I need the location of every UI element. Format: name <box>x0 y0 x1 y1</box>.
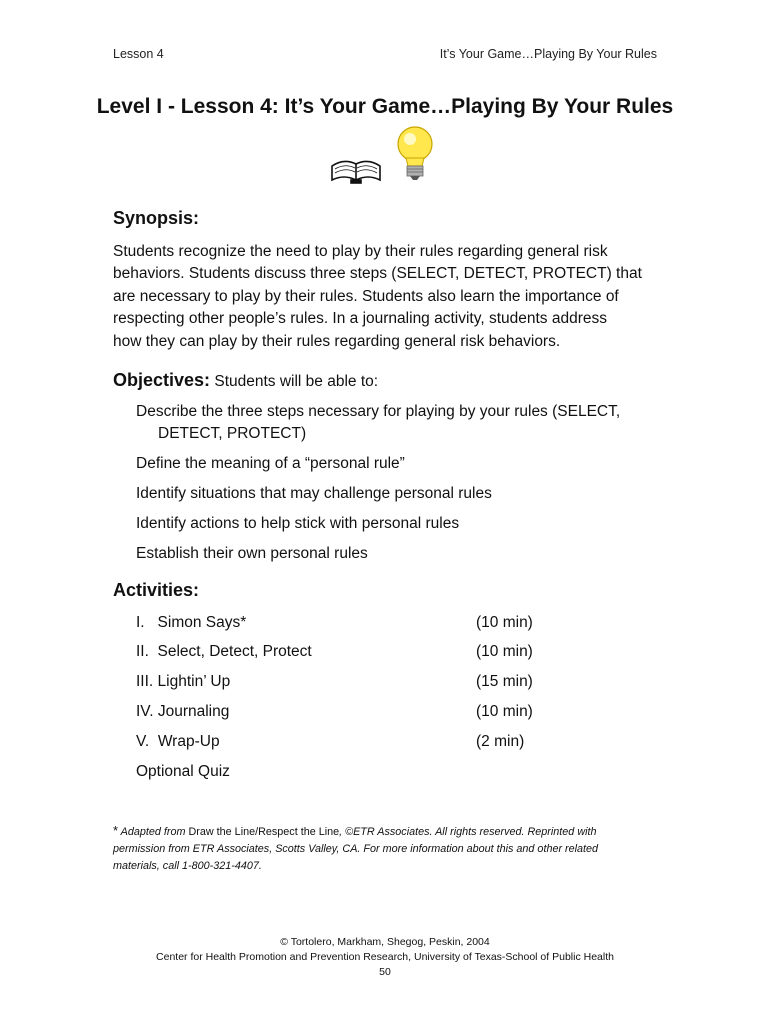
activity-label: II. Select, Detect, Protect <box>136 643 312 660</box>
synopsis-line: respecting other people’s rules. In a journaling activity, students address <box>113 310 607 328</box>
activity-label: Optional Quiz <box>136 763 230 780</box>
lightbulb-icon <box>398 127 432 180</box>
objective-item: Define the meaning of a “personal rule” <box>136 455 405 472</box>
header-lesson-label: Lesson 4 <box>113 47 164 61</box>
objective-item <box>136 401 656 445</box>
objective-item: Establish their own personal rules <box>136 545 368 562</box>
synopsis-line: Students recognize the need to play by their rules regarding general risk <box>113 243 608 260</box>
lesson-icons <box>330 122 440 188</box>
footnote-line: materials, call 1-800-321-4407. <box>113 860 262 872</box>
footnote-mark: * <box>113 823 119 838</box>
objectives-heading-row <box>113 370 378 391</box>
activity-label: I. Simon Says* <box>136 614 247 631</box>
activity-time: (10 min) <box>476 643 533 660</box>
objective-item: Identify situations that may challenge personal rules <box>136 485 492 502</box>
footnote-rest: , ©ETR Associates. All rights reserved. Reprinted with <box>339 826 597 838</box>
header-running-title: It’s Your Game…Playing By Your Rules <box>439 47 657 61</box>
objective-text-continued: DETECT, PROTECT) <box>158 425 307 442</box>
activity-label: III. Lightin’ Up <box>136 673 231 690</box>
synopsis-line: how they can play by their rules regarding general risk behaviors. <box>113 332 561 350</box>
activity-time: (10 min) <box>476 703 533 720</box>
activity-time: (10 min) <box>476 614 533 631</box>
activity-label: V. Wrap-Up <box>136 733 220 750</box>
synopsis-body <box>113 241 658 353</box>
activities-heading: Activities: <box>113 580 200 600</box>
objectives-heading: Objectives: <box>113 370 211 390</box>
footnote-work-title: Draw the Line/Respect the Line <box>188 826 340 838</box>
synopsis-line: behaviors. Students discuss three steps (SELECT, DETECT, PROTECT) that <box>113 265 642 283</box>
objective-text: Describe the three steps necessary for playing by your rules (SELECT, <box>136 403 621 420</box>
footnote-line: permission from ETR Associates, Scotts Valley, CA. For more information about this and other related <box>113 843 599 855</box>
page-number: 50 <box>379 966 391 978</box>
synopsis-heading: Synopsis: <box>113 208 200 228</box>
footer-institution: Center for Health Promotion and Prevention Research, University of Texas-School of Public Health <box>156 951 614 963</box>
book-icon <box>332 161 380 183</box>
activity-time: (15 min) <box>476 673 533 690</box>
footnote-line <box>113 822 673 841</box>
synopsis-line: are necessary to play by their rules. Students also learn the importance of <box>113 287 619 305</box>
activity-label: IV. Journaling <box>136 703 230 720</box>
page-title: Level I - Lesson 4: It’s Your Game…Playing By Your Rules <box>96 95 674 118</box>
footnote <box>113 822 673 875</box>
objective-item: Identify actions to help stick with personal rules <box>136 515 460 532</box>
objectives-intro: Students will be able to: <box>210 373 379 390</box>
footnote-prefix: Adapted from <box>118 826 189 838</box>
activity-time: (2 min) <box>476 733 525 750</box>
footer-copyright: © Tortolero, Markham, Shegog, Peskin, 2004 <box>280 936 490 948</box>
